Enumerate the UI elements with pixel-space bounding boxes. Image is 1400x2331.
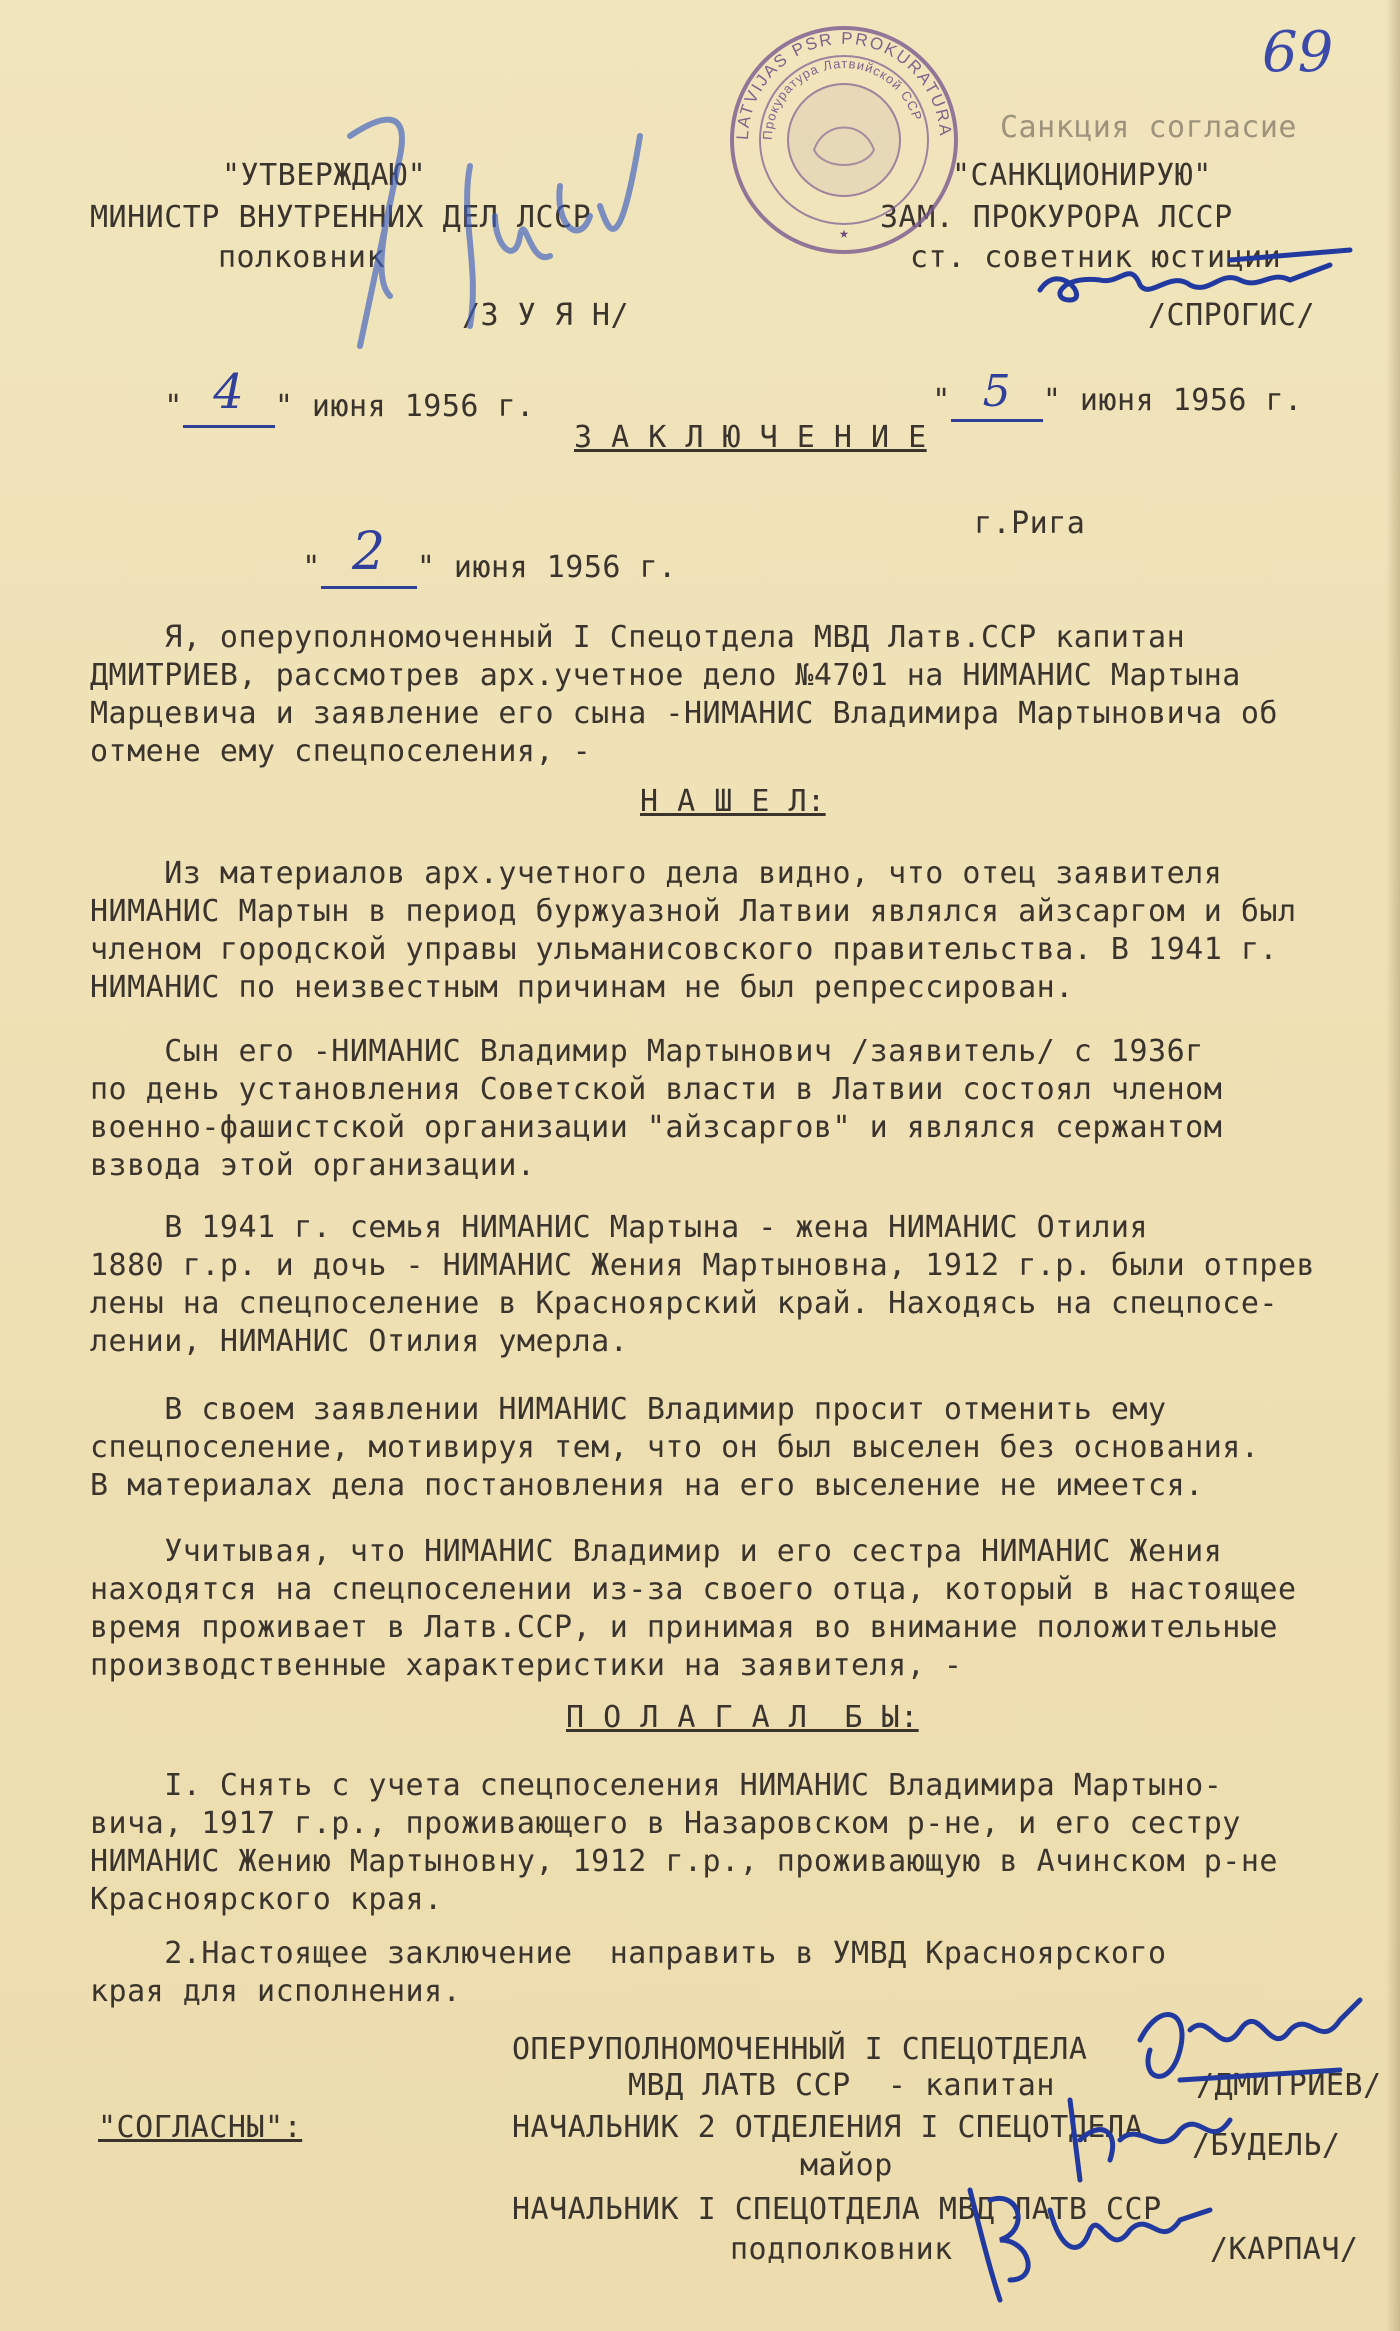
found-heading: Н А Ш Е Л: xyxy=(640,784,826,819)
item1-line: I. Снять с учета спецпоселения НИМАНИС Владимира Мартыно- xyxy=(90,1768,1223,1803)
p5-line: время проживает в Латв.ССР, и принимая во внимание положительные xyxy=(90,1610,1278,1645)
sanction-line0: Санкция согласие xyxy=(1000,110,1297,145)
karpach-signature xyxy=(950,2170,1230,2320)
p4-line: В своем заявлении НИМАНИС Владимир просит отменить ему xyxy=(90,1392,1167,1427)
p2-line: взвода этой организации. xyxy=(90,1148,536,1183)
sanction-name: /СПРОГИС/ xyxy=(1148,298,1316,333)
sanction-date-day-blank xyxy=(951,366,1043,422)
item1-line: НИМАНИС Жению Мартыновну, 1912 г.р., проживающую в Ачинском р-не xyxy=(90,1844,1278,1879)
sig2-title: НАЧАЛЬНИК 2 ОТДЕЛЕНИЯ I СПЕЦОТДЕЛА xyxy=(512,2110,1144,2145)
approve-date-day: 4 xyxy=(213,364,245,420)
p3-line: лены на спецпоселение в Красноярский край. Находясь на спецпосе- xyxy=(90,1286,1278,1321)
item2-line: 2.Настоящее заключение направить в УМВД Красноярского xyxy=(90,1936,1167,1971)
p3-line: 1880 г.р. и дочь - НИМАНИС Жения Мартыновна, 1912 г.р. были отпрев xyxy=(90,1248,1316,1283)
p2-line: Сын его -НИМАНИС Владимир Мартынович /заявитель/ с 1936г xyxy=(90,1034,1204,1069)
stamp-inner-text: Прокуратура Латвийской ССР xyxy=(759,55,926,141)
approve-date-rest: " июня 1956 г. xyxy=(274,389,535,424)
stamp-star: ★ xyxy=(839,223,849,242)
document-date-rest: " июня 1956 г. xyxy=(416,550,677,585)
prosecutor-stamp xyxy=(728,24,960,256)
sig2-rank: майор xyxy=(800,2148,893,2183)
intro-line: ДМИТРИЕВ, рассмотрев арх.учетное дело №4701 на НИМАНИС Мартына xyxy=(90,658,1241,693)
sig2-name: /БУДЕЛЬ/ xyxy=(1192,2128,1341,2163)
document-title: З А К Л Ю Ч Е Н И Е xyxy=(574,420,927,455)
document-city: г.Рига xyxy=(974,506,1086,541)
document-date-day-blank xyxy=(321,522,417,589)
p2-line: военно-фашистской организации "айзсаргов" и являлся сержантом xyxy=(90,1110,1223,1145)
approve-header: "УТВЕРЖДАЮ" xyxy=(222,158,427,193)
sig3-title: НАЧАЛЬНИК I СПЕЦОТДЕЛА МВД ЛАТВ ССР xyxy=(512,2192,1162,2227)
propose-heading: П О Л А Г А Л Б Ы: xyxy=(566,1700,919,1735)
item2-line: края для исполнения. xyxy=(90,1974,462,2009)
intro-line: Я, оперуполномоченный I Спецотдела МВД Латв.ССР капитан xyxy=(90,620,1186,655)
p2-line: по день установления Советской власти в Латвии состоял членом xyxy=(90,1072,1223,1107)
approve-date-quote: " xyxy=(164,389,183,424)
stamp-outer-text: LATVIJAS PSR PROKURATURA xyxy=(732,28,956,141)
p5-line: Учитывая, что НИМАНИС Владимир и его сестра НИМАНИС Жения xyxy=(90,1534,1223,1569)
p1-line: НИМАНИС Мартын в период буржуазной Латвии являлся айзсаргом и был xyxy=(90,894,1297,929)
sanction-date-day: 5 xyxy=(982,366,1012,417)
approve-line1: МИНИСТР ВНУТРЕННИХ ДЕЛ ЛССР xyxy=(90,200,592,235)
intro-line: отмене ему спецпоселения, - xyxy=(90,734,592,769)
document-date xyxy=(228,506,677,625)
sig1-rank: МВД ЛАТВ ССР - капитан xyxy=(628,2068,1055,2103)
sanction-date-quote: " xyxy=(932,383,951,418)
document-date-day: 2 xyxy=(352,522,386,582)
item1-line: Красноярского края. xyxy=(90,1882,443,1917)
sig3-name: /КАРПАЧ/ xyxy=(1210,2232,1359,2267)
sanction-date-rest: " июня 1956 г. xyxy=(1042,383,1303,418)
archive-page-number: 69 xyxy=(1262,20,1334,85)
prosecutor-signature xyxy=(1030,240,1360,330)
agreed-label: "СОГЛАСНЫ": xyxy=(98,2110,303,2145)
document-date-quote: " xyxy=(302,550,321,585)
minister-signature xyxy=(320,96,680,366)
p1-line: Из материалов арх.учетного дела видно, что отец заявителя xyxy=(90,856,1223,891)
p5-line: находятся на спецпоселении из-за своего отца, который в настоящее xyxy=(90,1572,1297,1607)
p4-line: В материалах дела постановления на его выселение не имеется. xyxy=(90,1468,1204,1503)
approve-name: /З У Я Н/ xyxy=(462,298,630,333)
p5-line: производственные характеристики на заявителя, - xyxy=(90,1648,963,1683)
approve-date-day-blank xyxy=(183,364,275,428)
sig1-title: ОПЕРУПОЛНОМОЧЕННЫЙ I СПЕЦОТДЕЛА xyxy=(512,2032,1088,2067)
sanction-header: "САНКЦИОНИРУЮ" xyxy=(952,158,1212,193)
sanction-line2: ст. советник юстиции xyxy=(910,240,1282,275)
sig3-rank: подполковник xyxy=(730,2232,953,2267)
intro-line: Марцевича и заявление его сына -НИМАНИС Владимира Мартыновича об xyxy=(90,696,1278,731)
p3-line: лении, НИМАНИС Отилия умерла. xyxy=(90,1324,629,1359)
p4-line: спецпоселение, мотивируя тем, что он был выселен без основания. xyxy=(90,1430,1260,1465)
sig1-name: /ДМИТРИЕВ/ xyxy=(1196,2068,1382,2103)
p1-line: НИМАНИС по неизвестным причинам не был репрессирован. xyxy=(90,970,1074,1005)
sanction-line1: ЗАМ. ПРОКУРОРА ЛССР xyxy=(880,200,1233,235)
p1-line: членом городской управы ульманисовского правительства. В 1941 г. xyxy=(90,932,1278,967)
p3-line: В 1941 г. семья НИМАНИС Мартына - жена НИМАНИС Отилия xyxy=(90,1210,1149,1245)
approve-line2: полковник xyxy=(218,240,386,275)
item1-line: вича, 1917 г.р., проживающего в Назаровском р-не, и его сестру xyxy=(90,1806,1241,1841)
paper-edge xyxy=(1386,0,1400,2331)
